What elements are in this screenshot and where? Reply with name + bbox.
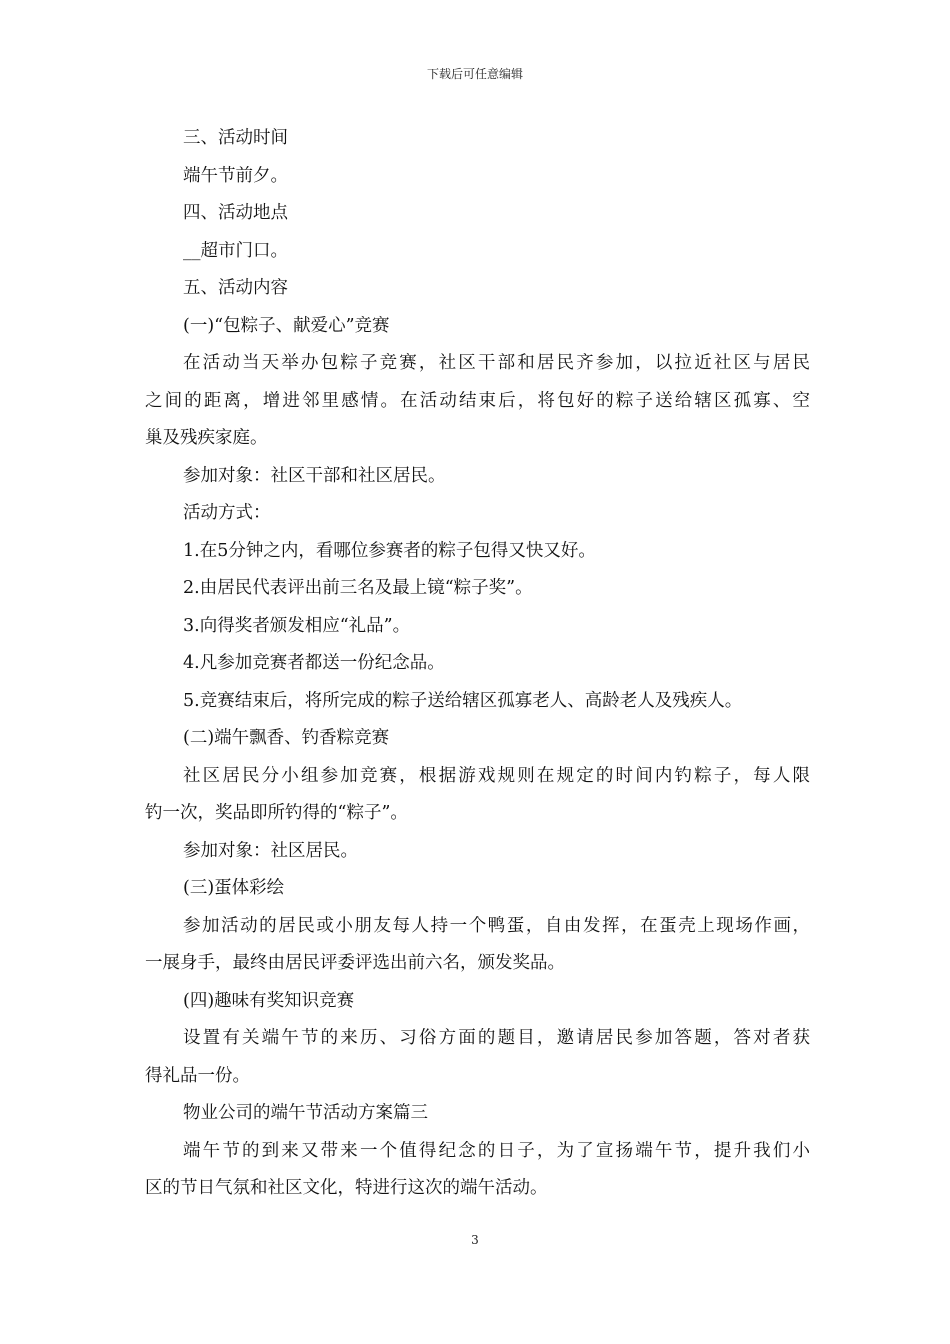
paragraph-line: 社区居民分小组参加竞赛，根据游戏规则在规定的时间内钓粽子，每人限 — [183, 766, 810, 786]
paragraph-location: __超市门口。 — [183, 241, 288, 261]
participants-line: 参加对象：社区居民。 — [183, 841, 358, 861]
paragraph-time: 端午节前夕。 — [183, 166, 288, 186]
section-heading-time: 三、活动时间 — [183, 128, 288, 148]
list-item: 4.凡参加竞赛者都送一份纪念品。 — [183, 653, 445, 673]
subheading-quiz: (四)趣味有奖知识竞赛 — [183, 991, 355, 1011]
paragraph-line: 钓一次，奖品即所钓得的“粽子”。 — [145, 803, 408, 823]
paragraph-line: 端午节的到来又带来一个值得纪念的日子，为了宣扬端午节，提升我们小 — [183, 1141, 810, 1161]
method-label: 活动方式： — [183, 503, 271, 523]
list-item: 1.在5分钟之内，看哪位参赛者的粽子包得又快又好。 — [183, 541, 596, 561]
subheading-fishing-contest: (二)端午飘香、钓香粽竞赛 — [183, 728, 390, 748]
subheading-egg-painting: (三)蛋体彩绘 — [183, 878, 285, 898]
paragraph-line: 设置有关端午节的来历、习俗方面的题目，邀请居民参加答题，答对者获 — [183, 1028, 810, 1048]
page-number: 3 — [471, 1233, 479, 1247]
paragraph-line: 巢及残疾家庭。 — [145, 428, 268, 448]
list-item: 3.向得奖者颁发相应“礼品”。 — [183, 616, 411, 636]
paragraph-line: 参加活动的居民或小朋友每人持一个鸭蛋，自由发挥，在蛋壳上现场作画， — [183, 916, 810, 936]
paragraph-line: 区的节日气氛和社区文化，特进行这次的端午活动。 — [145, 1178, 548, 1198]
section-heading-content: 五、活动内容 — [183, 278, 288, 298]
paragraph-line: 之间的距离，增进邻里感情。在活动结束后，将包好的粽子送给辖区孤寡、空 — [145, 391, 810, 411]
section-title-part-three: 物业公司的端午节活动方案篇三 — [183, 1103, 428, 1123]
participants-line: 参加对象：社区干部和社区居民。 — [183, 466, 446, 486]
page-header: 下载后可任意编辑 — [426, 67, 523, 81]
paragraph-line: 在活动当天举办包粽子竞赛，社区干部和居民齐参加，以拉近社区与居民 — [183, 353, 810, 373]
paragraph-line: 得礼品一份。 — [145, 1066, 250, 1086]
list-item: 2.由居民代表评出前三名及最上镜“粽子奖”。 — [183, 578, 533, 598]
subheading-zongzi-contest: (一)“包粽子、献爱心”竞赛 — [183, 316, 390, 336]
list-item: 5.竞赛结束后，将所完成的粽子送给辖区孤寡老人、高龄老人及残疾人。 — [183, 691, 743, 711]
paragraph-line: 一展身手，最终由居民评委评选出前六名，颁发奖品。 — [145, 953, 565, 973]
section-heading-location: 四、活动地点 — [183, 203, 288, 223]
